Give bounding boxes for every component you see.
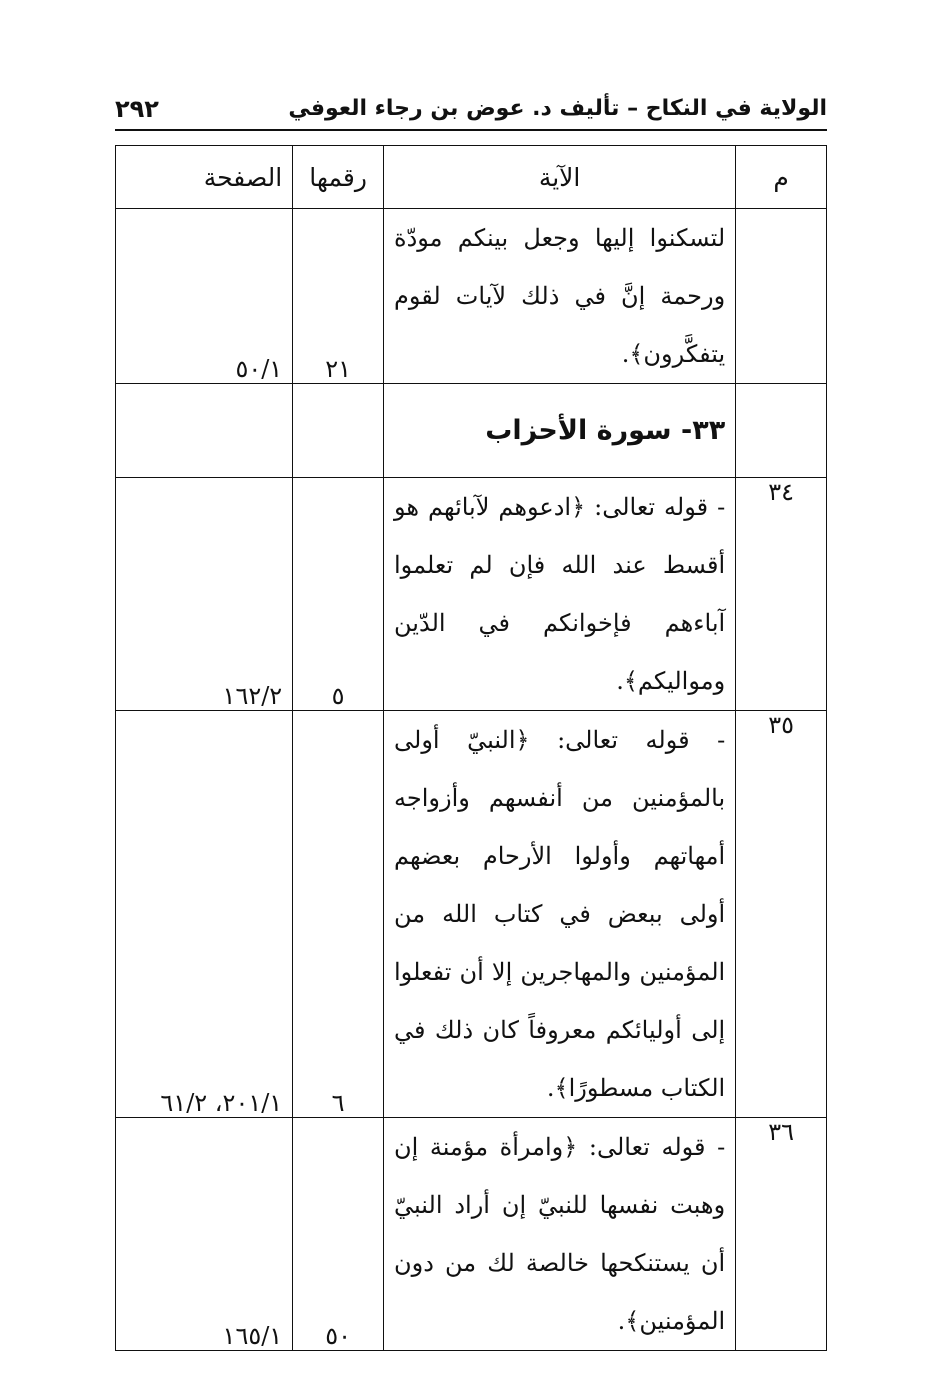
book-title: الولاية في النكاح – تأليف د. عوض بن رجاء العوفي [288,96,827,121]
row-verse-number: ٥ [293,478,384,711]
row-page: ٥٠/١ [116,209,293,384]
table-row [116,1118,827,1351]
surah-heading-row [116,384,827,478]
row-num-empty [736,384,827,478]
page-number: ٢٩٢ [115,95,159,123]
row-page: ١٦٥/١ [116,1118,293,1351]
column-header-num: م [736,146,827,209]
row-page-empty [116,384,293,478]
table-row [116,478,827,711]
row-verse-number-empty [293,384,384,478]
table-header-row [116,146,827,209]
verses-index-table [115,145,827,1351]
row-verse-number: ٦ [293,711,384,1118]
row-num [736,209,827,384]
column-header-verse: الآية [384,146,736,209]
row-verse: - قوله تعالى: ﴿وامرأة مؤمنة إن وهبت نفسها للنبيّ إن أراد النبيّ أن يستنكحها خالصة لك من دون المؤمنين﴾. [384,1118,736,1351]
column-header-verse-number: رقمها [293,146,384,209]
row-verse-number: ٢١ [293,209,384,384]
row-verse: - قوله تعالى: ﴿ادعوهم لآبائهم هو أقسط عند الله فإن لم تعلموا آباءهم فإخوانكم في الدّين ومواليكم﴾. [384,478,736,711]
row-page: ١٦٢/٢ [116,478,293,711]
table-row [116,209,827,384]
surah-heading: ٣٣- سورة الأحزاب [384,384,736,478]
row-num: ٣٤ [736,478,827,711]
row-page: ٢٠١/١، ٦١/٢ [116,711,293,1118]
row-verse: - قوله تعالى: ﴿النبيّ أولى بالمؤمنين من أنفسهم وأزواجه أمهاتهم وأولوا الأرحام بعضهم أولى ببعض في كتاب الله من المؤمنين والمهاجرين إلا أن تفعلوا إلى أوليائكم معروفاً كان ذلك في الكتاب مسطورًا﴾. [384,711,736,1118]
row-num: ٣٦ [736,1118,827,1351]
table-row [116,711,827,1118]
running-header [115,92,827,130]
column-header-page: الصفحة [116,146,293,209]
row-verse: لتسكنوا إليها وجعل بينكم مودّة ورحمة إنَّ في ذلك لآيات لقوم يتفكَّرون﴾. [384,209,736,384]
row-num: ٣٥ [736,711,827,1118]
header-rule [115,129,827,131]
row-verse-number: ٥٠ [293,1118,384,1351]
